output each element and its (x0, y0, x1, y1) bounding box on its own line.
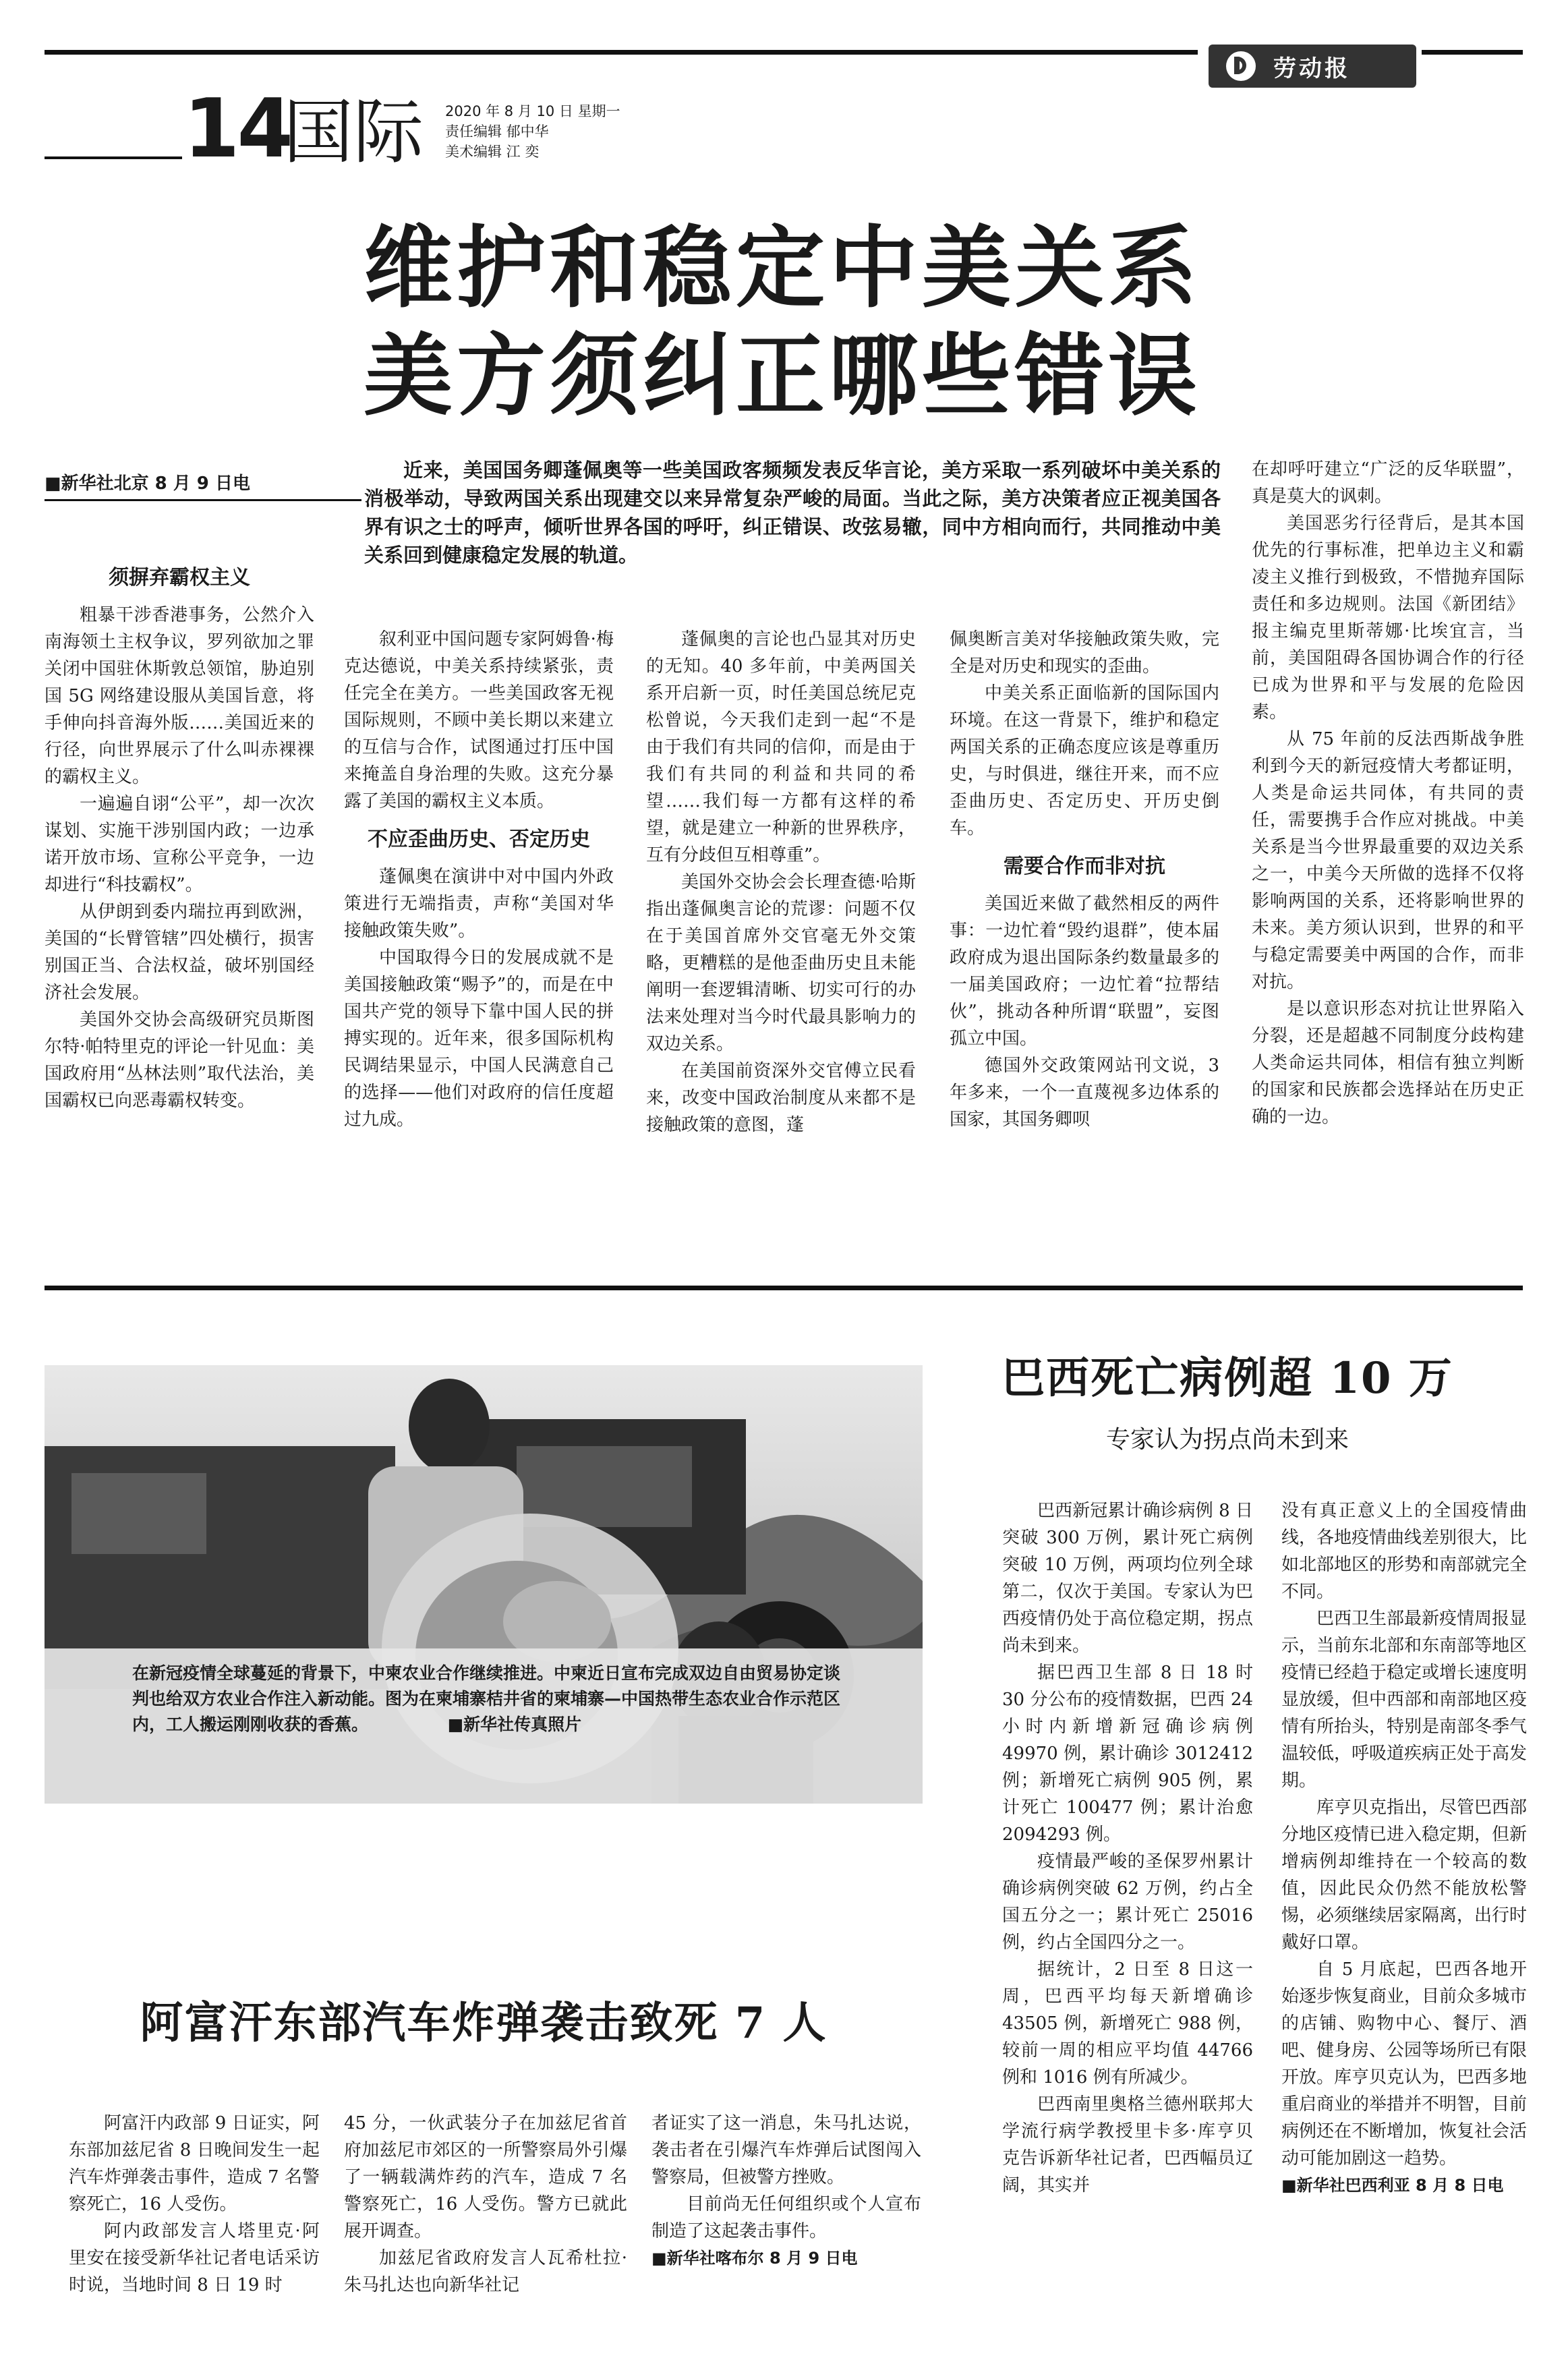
paragraph: 美国外交协会会长理查德·哈斯指出蓬佩奥言论的荒谬：问题不仅在于美国首席外交官毫无外交策略，更糟糕的是他歪曲历史且未能阐明一套逻辑清晰、切实可行的办法来处理对当今时代最具影响力的双边关系。 (646, 872, 916, 1054)
main-headline (108, 214, 1457, 430)
paragraph: 美国外交协会高级研究员斯图尔特·帕特里克的评论一针见血：美国政府用“丛林法则”取代法治，美国霸权已向恶毒霸权转变。 (45, 1010, 314, 1111)
afghan-headline: 阿富汗东部汽车炸弹袭击致死 7 人 (140, 1998, 827, 2048)
byline-rule (45, 499, 361, 501)
paragraph: 库亨贝克指出，尽管巴西部分地区疫情已进入稳定期，但新增病例却维持在一个较高的数值，因此民众仍然不能放松警惕，必须继续居家隔离，出行时戴好口罩。 (1281, 1798, 1528, 1953)
main-lead: 近来，美国国务卿蓬佩奥等一些美国政客频频发表反华言论，美方采取一系列破坏中美关系的消极举动，导致两国关系出现建交以来异常复杂严峻的局面。当此之际，美方决策者应正视美国各界有识之士的呼声，倾听世界各国的呼吁，纠正错误、改弦易辙，同中方相向而行，共同推动中美关系回到健康稳定发展的轨道。 (364, 459, 1221, 567)
main-byline: ■新华社北京 8 月 9 日电 (45, 473, 250, 494)
paragraph: 中国取得今日的发展成就不是美国接触政策“赐予”的，而是在中国共产党的领导下靠中国人民的拼搏实现的。近年来，很多国际机构民调结果显示，中国人民满意自己的选择——他们对政府的信任度超过九成。 (344, 948, 614, 1130)
paragraph: 巴西新冠累计确诊病例 8 日突破 300 万例，累计死亡病例突破 10 万例，两项均位列全球第二，仅次于美国。专家认为巴西疫情仍处于高位稳定期，拐点尚未到来。 (1002, 1501, 1253, 1656)
brazil-subheadline: 专家认为拐点尚未到来 (1105, 1426, 1349, 1454)
photo-caption (132, 1661, 840, 1737)
paragraph: 巴西南里奥格兰德州联邦大学流行病学教授里卡多·库亨贝克告诉新华社记者，巴西幅员辽阔，其实并 (1002, 2094, 1253, 2195)
paragraph: 美国恶劣行径背后，是其本国优先的行事标准，把单边主义和霸凌主义推行到极致，不惜抛弃国际责任和多边规则。法国《新团结》报主编克里斯蒂娜·比埃宜言，当前，美国阻碍各国协调合作的行径已成为世界和平与发展的危险因素。 (1252, 513, 1524, 722)
headline-line-2: 美方须纠正哪些错误 (364, 324, 1201, 428)
photo-caption-text: 在新冠疫情全球蔓延的背景下，中柬农业合作继续推进。中柬近日宣布完成双边自由贸易协定谈判也给双方农业合作注入新动能。图为在柬埔寨桔井省的柬埔寨—中国热带生态农业合作示范区内，工人搬运刚刚收获的香蕉。 (132, 1663, 841, 1734)
afghan-column-2 (344, 2110, 627, 2299)
paragraph: 从伊朗到委内瑞拉再到欧洲，美国的“长臂管辖”四处横行，损害别国正当、合法权益，破坏别国经济社会发展。 (45, 902, 314, 1003)
subhead-history: 不应歪曲历史、否定历史 (368, 828, 590, 851)
brazil-dateline: ■新华社巴西利亚 8 月 8 日电 (1281, 2176, 1504, 2195)
page-number: 14 (183, 82, 291, 176)
news-photo (45, 1365, 923, 1804)
paragraph: 德国外交政策网站刊文说，3 年多来，一个一直蔑视多边体系的国家，其国务卿呗 (950, 1056, 1219, 1130)
paragraph: 叙利亚中国问题专家阿姆鲁·梅克达德说，中美关系持续紧张，责任完全在美方。一些美国政客无视国际规则，不顾中美长期以来建立的互信与合作，试图通过打压中国来掩盖自身治理的失败。这充分暴露了美国的霸权主义本质。 (344, 629, 614, 811)
paragraph: 佩奥断言美对华接触政策失败，完全是对历史和现实的歪曲。 (950, 629, 1219, 677)
paragraph: 没有真正意义上的全国疫情曲线，各地疫情曲线差别很大，比如北部地区的形势和南部就完全不同。 (1281, 1501, 1528, 1602)
afghan-dateline: ■新华社喀布尔 8 月 9 日电 (651, 2249, 858, 2268)
subhead-hegemony: 须摒弃霸权主义 (109, 566, 250, 590)
paragraph: 美国近来做了截然相反的两件事：一边忙着“毁约退群”，使本届政府成为退出国际条约数量最多的一届美国政府；一边忙着“拉帮结伙”，挑动各种所谓“联盟”，妄图孤立中国。 (950, 894, 1219, 1049)
paragraph: 在美国前资深外交官傅立民看来，改变中国政治制度从来都不是接触政策的意图，蓬 (646, 1061, 916, 1135)
subhead-cooperation: 需要合作而非对抗 (1004, 855, 1165, 878)
main-column-4 (950, 626, 1219, 1133)
paragraph: 加兹尼省政府发言人瓦希杜拉·朱马扎达也向新华社记 (344, 2248, 627, 2295)
main-column-5 (1252, 456, 1524, 1130)
paragraph: 者证实了这一消息，朱马扎达说，袭击者在引爆汽车炸弹后试图闯入警察局，但被警方挫败。 (651, 2113, 921, 2187)
section-divider (45, 1286, 1523, 1290)
brazil-headline: 巴西死亡病例超 10 万 (1001, 1353, 1453, 1404)
paragraph: 阿内政部发言人塔里克·阿里安在接受新华社记者电话采访时说，当地时间 8 日 19 时 (69, 2221, 320, 2295)
paragraph: 蓬佩奥的言论也凸显其对历史的无知。40 多年前，中美两国关系开启新一页，时任美国总统尼克松曾说，今天我们走到一起“不是由于我们有共同的信仰，而是由于我们有共同的利益和共同的希望……我们每一方都有这样的希望，就是建立一种新的世界秩序，互有分歧但互相尊重”。 (646, 629, 916, 865)
brazil-column-1 (1002, 1497, 1253, 2199)
paper-logo (1209, 45, 1416, 88)
main-column-3 (646, 626, 916, 1139)
photo-credit: ■新华社传真照片 (447, 1715, 582, 1734)
afghan-column-3 (651, 2110, 921, 2272)
art-editor: 美术编辑 江 奕 (445, 144, 540, 160)
paragraph: 从 75 年前的反法西斯战争胜利到今天的新冠疫情大考都证明，人类是命运共同体，有共同的责任，需要携手合作应对挑战。中美关系是当今世界最重要的双边关系之一，中美今天所做的选择不仅将影响两国的关系，还将影响世界的未来。美方须认识到，世界的和平与稳定需要美中两国的合作，而非对抗。 (1252, 729, 1524, 992)
headline-line-1: 维护和稳定中美关系 (364, 216, 1201, 320)
brazil-column-2 (1281, 1497, 1527, 2199)
responsible-editor: 责任编辑 郁中华 (445, 123, 549, 140)
paragraph: 自 5 月底起，巴西各地开始逐步恢复商业，目前众多城市的店铺、购物中心、餐厅、酒吧、健身房、公园等场所已有限开放。库亨贝克认为，巴西多地重启商业的举措并不明智，目前病例还在不断增加，恢复社会活动可能加剧这一趋势。 (1281, 1959, 1528, 2168)
paragraph: 是以意识形态对抗让世界陷入分裂，还是超越不同制度分歧构建人类命运共同体，相信有独立判断的国家和民族都会选择站在历史正确的一边。 (1252, 999, 1524, 1127)
paragraph: 巴西卫生部最新疫情周报显示，当前东北部和东南部等地区疫情已经趋于稳定或增长速度明显放缓，但中西部和南部地区疫情有所抬头，特别是南部冬季气温较低，呼吸道疾病正处于高发期。 (1281, 1609, 1528, 1791)
main-column-2 (344, 626, 614, 1133)
afghan-column-1 (69, 2110, 320, 2299)
paragraph: 在却呼吁建立“广泛的反华联盟”，真是莫大的讽刺。 (1252, 459, 1524, 507)
paragraph: 阿富汗内政部 9 日证实，阿东部加兹尼省 8 日晚间发生一起汽车炸弹袭击事件，造成 7 名警察死亡，16 人受伤。 (69, 2113, 320, 2214)
paragraph: 中美关系正面临新的国际国内环境。在这一背景下，维护和稳定两国关系的正确态度应该是尊重历史，与时俱进，继往开来，而不应歪曲历史、否定历史、开历史倒车。 (950, 683, 1219, 838)
paragraph: 蓬佩奥在演讲中对中国内外政策进行无端指责，声称“美国对华接触政策失败”。 (344, 867, 614, 941)
page-number-rule (45, 156, 182, 159)
main-column-1 (45, 553, 314, 1114)
paper-name: 劳动报 (1273, 55, 1350, 82)
paragraph: 一遍遍自诩“公平”，却一次次谋划、实施干涉别国内政；一边承诺开放市场、宣称公平竞争，一边却进行“科技霸权”。 (45, 794, 314, 895)
issue-meta (445, 101, 715, 162)
paragraph: 据统计，2 日至 8 日这一周，巴西平均每天新增确诊 43505 例，新增死亡 988 例，较前一周的相应平均值 44766 例和 1016 例有所减少。 (1002, 1959, 1253, 2088)
paragraph: 目前尚无任何组织或个人宣布制造了这起袭击事件。 (651, 2194, 921, 2241)
section-name: 国际 (283, 91, 424, 173)
paragraph: 据巴西卫生部 8 日 18 时 30 分公布的疫情数据，巴西 24 小时内新增新冠确诊病例 49970 例，累计确诊 3012412 例；新增死亡病例 905 例，累计死亡 100477 例；累计治愈 2094293 例。 (1002, 1663, 1253, 1845)
paragraph: 疫情最严峻的圣保罗州累计确诊病例突破 62 万例，约占全国五分之一；累计死亡 25016 例，约占全国四分之一。 (1002, 1851, 1253, 1953)
paper-logo-icon (1226, 51, 1256, 81)
paragraph: 粗暴干涉香港事务，公然介入南海领土主权争议，罗列欲加之罪关闭中国驻休斯敦总领馆，胁迫别国 5G 网络建设服从美国旨意，将手伸向抖音海外版……美国近来的行径，向世界展示了什么叫赤裸裸的霸权主义。 (45, 605, 314, 787)
paragraph: 45 分，一伙武装分子在加兹尼省首府加兹尼市郊区的一所警察局外引爆了一辆载满炸药的汽车，造成 7 名警察死亡，16 人受伤。警方已就此展开调查。 (344, 2113, 627, 2241)
top-rule (45, 50, 1198, 55)
top-rule-right (1422, 50, 1523, 55)
issue-date: 2020 年 8 月 10 日 星期一 (445, 103, 620, 119)
